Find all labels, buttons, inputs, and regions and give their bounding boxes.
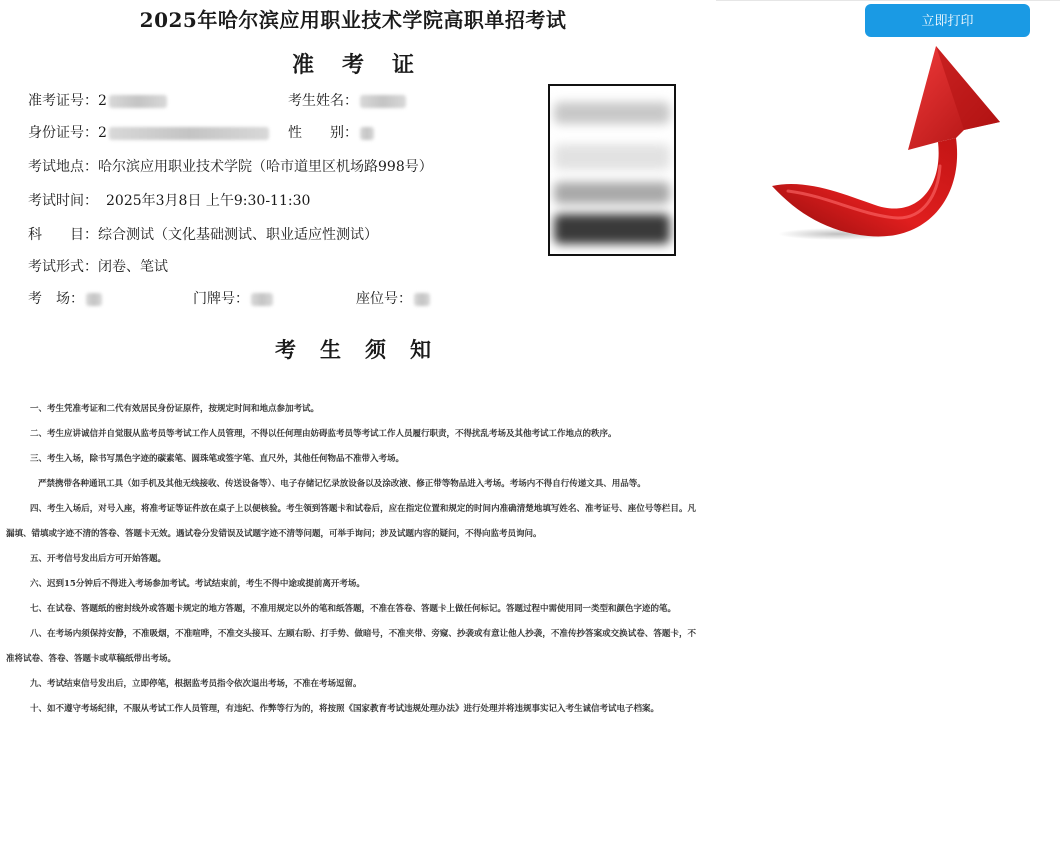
redacted-id-number: [109, 127, 269, 140]
exam-format-value: 闭卷、笔试: [98, 259, 168, 275]
exam-room-field: [28, 290, 102, 308]
redacted-exam-room: [86, 293, 102, 306]
redacted-seat-number: [414, 293, 430, 306]
notice-item: 一、考生凭准考证和二代有效居民身份证原件，按规定时间和地点参加考试。: [30, 404, 320, 414]
seat-number-field: [356, 290, 430, 308]
notice-heading: 考生须知: [275, 337, 455, 362]
exam-time-label: 考试时间：: [28, 193, 98, 209]
redacted-gender: [360, 127, 374, 140]
print-button[interactable]: 立即打印: [865, 4, 1030, 37]
id-number-value: 2: [98, 125, 107, 141]
gender-label: 性 别：: [288, 125, 358, 141]
curved-red-arrow-icon: [768, 46, 1002, 246]
candidate-name-field: [288, 92, 406, 110]
redacted-ticket-number: [109, 95, 167, 108]
gender-field: [288, 124, 374, 142]
notice-item: 四、考生入场后，对号入座，将准考证等证件放在桌子上以便核验。考生领到答题卡和试卷后，应在指定位置和规定的时间内准确清楚地填写姓名、准考证号、座位号等栏目。凡漏填、错填或字迹不清的答卷、答题卡无效。遇试卷分发错误及试题字迹不清等问题，可举手询问；涉及试题内容的疑问，不得向监考员询问。: [6, 504, 696, 539]
document-title: 2025年哈尔滨应用职业技术学院高职单招考试: [139, 8, 567, 32]
exam-format-field: [28, 258, 168, 276]
exam-location-value: 哈尔滨应用职业技术学院（哈市道里区机场路998号）: [98, 159, 433, 175]
exam-location-label: 考试地点：: [28, 159, 98, 175]
ticket-heading: 准考证: [291, 52, 442, 78]
exam-room-label: 考 场：: [28, 291, 84, 307]
notice-list: [6, 397, 696, 722]
notice-item: 八、在考场内须保持安静，不准吸烟，不准喧哗，不准交头接耳、左顾右盼、打手势、做暗号，不准夹带、旁窥、抄袭或有意让他人抄袭，不准传抄答案或交换试卷、答题卡，不准将试卷、答卷、答题卡或草稿纸带出考场。: [6, 629, 696, 664]
redacted-candidate-name: [360, 95, 406, 108]
notice-item: 三、考生入场，除书写黑色字迹的碳素笔、圆珠笔或签字笔、直尺外，其他任何物品不准带入考场。: [30, 454, 405, 464]
subject-field: [28, 226, 378, 244]
door-number-label: 门牌号：: [193, 291, 249, 307]
notice-item: 九、考试结束信号发出后，立即停笔，根据监考员指令依次退出考场，不准在考场逗留。: [30, 679, 362, 689]
seat-number-label: 座位号：: [356, 291, 412, 307]
exam-format-label: 考试形式：: [28, 259, 98, 275]
exam-location-field: [28, 158, 433, 176]
notice-item: 五、开考信号发出后方可开始答题。: [30, 554, 167, 564]
door-number-field: [193, 290, 273, 308]
ticket-number-value: 2: [98, 93, 107, 109]
notice-item: 严禁携带各种通讯工具（如手机及其他无线接收、传送设备等）、电子存储记忆录放设备以及涂改液、修正带等物品进入考场。考场内不得自行传递文具、用品等。: [38, 479, 646, 489]
candidate-name-label: 考生姓名：: [288, 93, 358, 109]
notice-item: 十、如不遵守考场纪律，不服从考试工作人员管理，有违纪、作弊等行为的，将按照《国家教育考试违规处理办法》进行处理并将违规事实记入考生诚信考试电子档案。: [30, 704, 660, 714]
candidate-photo: [548, 84, 676, 256]
notice-item: 六、迟到15分钟后不得进入考场参加考试。考试结束前，考生不得中途或提前离开考场。: [30, 579, 365, 589]
exam-time-field: [28, 192, 310, 210]
notice-item: 七、在试卷、答题纸的密封线外或答题卡规定的地方答题，不准用规定以外的笔和纸答题，不准在答卷、答题卡上做任何标记。答题过程中需使用同一类型和颜色字迹的笔。: [30, 604, 677, 614]
id-number-field: [28, 124, 269, 142]
ticket-number-label: 准考证号：: [28, 93, 98, 109]
notice-item: 二、考生应讲诚信并自觉服从监考员等考试工作人员管理，不得以任何理由妨碍监考员等考试工作人员履行职责，不得扰乱考场及其他考试工作地点的秩序。: [30, 429, 617, 439]
subject-label: 科 目：: [28, 227, 98, 243]
ticket-number-field: [28, 92, 167, 110]
exam-time-value: 2025年3月8日 上午9:30-11:30: [106, 193, 311, 209]
id-number-label: 身份证号：: [28, 125, 98, 141]
redacted-door-number: [251, 293, 273, 306]
subject-value: 综合测试（文化基础测试、职业适应性测试）: [98, 227, 378, 243]
